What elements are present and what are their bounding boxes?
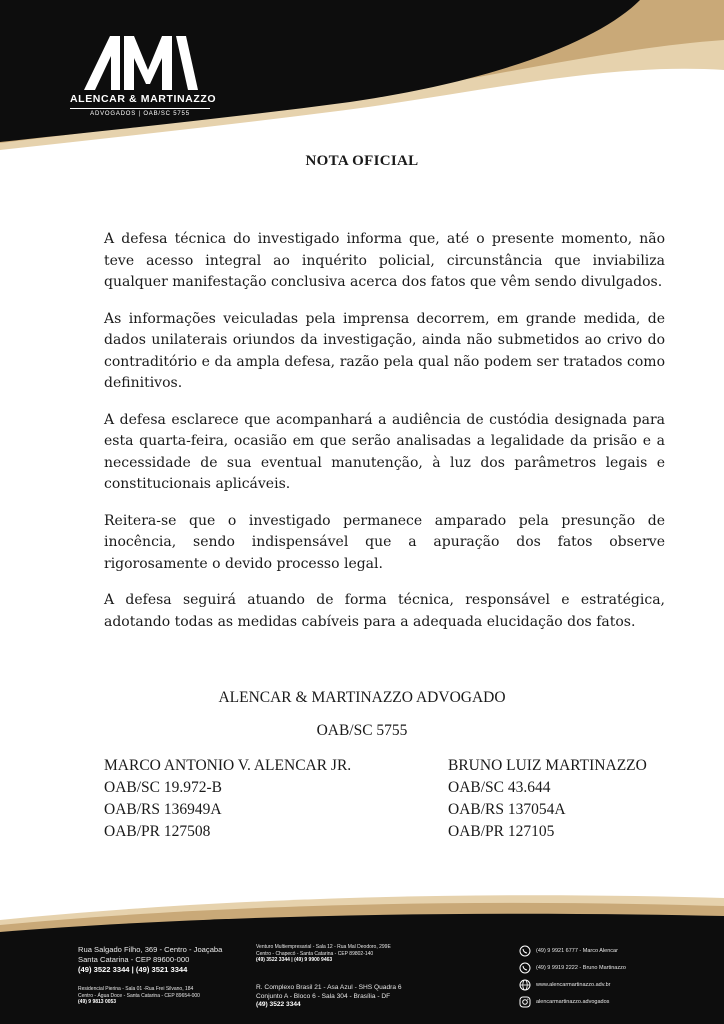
signature-firm-oab: OAB/SC 5755 bbox=[316, 722, 408, 739]
lawyer-block bbox=[448, 755, 647, 843]
lawyer-oab-rs: OAB/RS 136949A bbox=[104, 801, 222, 818]
lawyer-block bbox=[104, 755, 351, 843]
document-body bbox=[104, 229, 665, 648]
signature-firm: ALENCAR & MARTINAZZO ADVOGADO bbox=[218, 689, 506, 706]
lawyer-name: MARCO ANTONIO V. ALENCAR JR. bbox=[104, 757, 352, 774]
logo-firm-subtitle: ADVOGADOS | OAB/SC 5755 bbox=[70, 108, 210, 117]
instagram-icon bbox=[519, 996, 531, 1008]
lawyer-oab-sc: OAB/SC 43.644 bbox=[448, 779, 551, 796]
footer-contacts bbox=[519, 942, 626, 1010]
office-brasilia: R. Complexo Brasil 21 - Asa Azul - SHS Quadra 6 Conjunto A - Bloco 6 - Sala 304 - Brasília - DF (49) 3522 3344 bbox=[256, 984, 402, 1009]
contact-instagram[interactable]: alencarmartinazzo.advogados bbox=[519, 993, 626, 1010]
lawyer-oab-rs: OAB/RS 137054A bbox=[448, 801, 566, 818]
logo-firm-name: ALENCAR & MARTINAZZO bbox=[70, 93, 217, 105]
contact-marco[interactable]: (49) 9 9921 6777 - Marco Alencar bbox=[519, 942, 626, 959]
lawyer-oab-pr: OAB/PR 127105 bbox=[448, 823, 555, 840]
whatsapp-icon bbox=[519, 962, 531, 974]
paragraph: A defesa esclarece que acompanhará a audiência de custódia designada para esta quarta-feira, ocasião em que serão analisadas a legalidade da prisão e a necessidade de sua eventual manutenção, à luz dos parâmetros legais e constitucionais aplicáveis. bbox=[104, 411, 665, 492]
office-agua-doce: Residencial Pierina - Sala 01 -Rua Frei Silvano, 184 Centro - Água Doce - Santa Catarina - CEP 89654-000 (49) 9 9813 0053 bbox=[78, 986, 200, 1006]
paragraph: As informações veiculadas pela imprensa decorrem, em grande medida, de dados unilaterais oriundos da investigação, ainda não submetidos ao crivo do contraditório e da ampla defesa, razão pela qual não podem ser tratados como definitivos. bbox=[104, 310, 665, 391]
document-title: NOTA OFICIAL bbox=[305, 153, 419, 169]
lawyer-oab-sc: OAB/SC 19.972-B bbox=[104, 779, 222, 796]
lawyer-name: BRUNO LUIZ MARTINAZZO bbox=[448, 757, 647, 774]
firm-logo bbox=[70, 34, 217, 117]
paragraph: A defesa seguirá atuando de forma técnica, responsável e estratégica, adotando todas as medidas cabíveis para a adequada elucidação dos fatos. bbox=[104, 592, 665, 630]
office-joacaba: Rua Salgado Filho, 369 - Centro - Joaçaba Santa Catarina - CEP 89600-000 (49) 3522 3344 | (49) 3521 3344 bbox=[78, 945, 223, 974]
am-monogram-icon bbox=[80, 34, 200, 90]
lawyer-oab-pr: OAB/PR 127508 bbox=[104, 823, 211, 840]
globe-icon bbox=[519, 979, 531, 991]
contact-bruno[interactable]: (49) 9 9919 2222 - Bruno Martinazzo bbox=[519, 959, 626, 976]
contact-website[interactable]: www.alencarmartinazzo.adv.br bbox=[519, 976, 626, 993]
whatsapp-icon bbox=[519, 945, 531, 957]
paragraph: A defesa técnica do investigado informa que, até o presente momento, não teve acesso integral ao inquérito policial, circunstância que inviabiliza qualquer manifestação conclusiva acerca dos fatos que vêm sendo divulgados. bbox=[104, 231, 665, 290]
paragraph: Reitera-se que o investigado permanece amparado pela presunção de inocência, sendo indispensável que a apuração dos fatos observe rigorosamente o devido processo legal. bbox=[104, 512, 665, 572]
office-chapeco: Venturo Multiempresarial - Sala 12 - Rua Mal Deodoro, 299E Centro - Chapecó - Santa Catarina - CEP 89802-140 (49) 3522 3344 | (49) 9 9900 9463 bbox=[256, 944, 391, 964]
